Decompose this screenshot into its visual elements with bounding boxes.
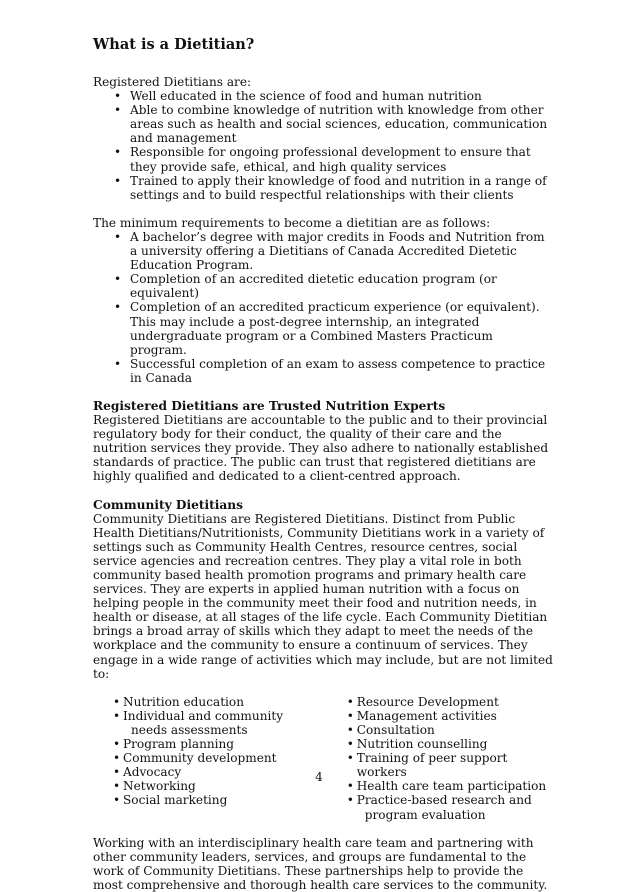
- activity-item: • Program planning: [113, 737, 347, 751]
- intro-lead: Registered Dietitians are:: [93, 75, 252, 89]
- activity-item: • Nutrition education: [113, 695, 347, 709]
- document-page: [93, 36, 553, 892]
- activities-right-column: [347, 695, 553, 822]
- activity-item: • Community development: [113, 751, 347, 765]
- activities-left-column: [93, 695, 347, 822]
- list-item: • Trained to apply their knowledge of food and nutrition in a range of settings and to build respectful relationships with their clients: [93, 174, 553, 202]
- trusted-body: Registered Dietitians are accountable to the public and to their provincial regulatory body for their conduct, the quality of their care and the nutrition services they provide. They also adhere to nationally established standards of practice. The public can trust that registered dietitians are highly qualified and dedicated to a client-centred approach.: [93, 413, 549, 484]
- activity-item: • Social marketing: [113, 793, 347, 807]
- activity-item: • Nutrition counselling: [347, 737, 553, 751]
- list-item: • Completion of an accredited dietetic education program (or equivalent): [93, 272, 553, 300]
- page-number: 4: [315, 770, 323, 784]
- activity-item: • Health care team participation: [347, 779, 553, 793]
- community-heading: Community Dietitians: [93, 497, 244, 512]
- activities-list: [93, 695, 553, 822]
- closing-paragraph: Working with an interdisciplinary health care team and partnering with other community leaders, services, and groups are fundamental to the work of Community Dietitians. These partnerships help to provide the most comprehensive and thorough health care services to the community.: [93, 835, 548, 892]
- list-item: • Able to combine knowledge of nutrition with knowledge from other areas such as health and social sciences, education, communication and management: [93, 103, 553, 145]
- requirements-lead: The minimum requirements to become a dietitian are as follows:: [93, 215, 491, 230]
- list-item: • A bachelor’s degree with major credits in Foods and Nutrition from a university offering a Dietitians of Canada Accredited Dietetic Education Program.: [93, 230, 553, 272]
- activity-item: • Advocacy: [113, 765, 347, 779]
- community-body: Community Dietitians are Registered Dietitians. Distinct from Public Health Dietitians/Nutritionists, Community Dietitians work in a variety of settings such as Community Health Centres, resource centres, social service agencies and recreation centres. They play a vital role in both community based health promotion programs and primary health care services. They are experts in applied human nutrition with a focus on helping people in the community meet their food and nutrition needs, in health or disease, at all stages of the life cycle. Each Community Dietitian brings a broad array of skills which they adapt to meet the needs of the workplace and the community to ensure a continuum of services. They engage in a wide range of activities which may include, but are not limited to:: [93, 511, 553, 681]
- activity-item: • Training of peer support workers: [347, 751, 553, 779]
- activity-item: • Consultation: [347, 723, 553, 737]
- trusted-heading: Registered Dietitians are Trusted Nutrition Experts: [93, 398, 446, 413]
- list-item: • Successful completion of an exam to assess competence to practice in Canada: [93, 357, 553, 385]
- activity-item: • Individual and community needs assessments: [113, 709, 347, 737]
- activity-item: • Networking: [113, 779, 347, 793]
- list-item: • Completion of an accredited practicum experience (or equivalent). This may include a post-degree internship, an integrated undergraduate program or a Combined Masters Practicum program.: [93, 300, 553, 356]
- activity-item: • Practice-based research and program evaluation: [347, 793, 553, 821]
- activity-item: • Management activities: [347, 709, 553, 723]
- list-item: • Well educated in the science of food and human nutrition: [93, 89, 553, 103]
- activity-item: • Resource Development: [347, 695, 553, 709]
- requirements-list: [93, 230, 553, 385]
- intro-list: [93, 89, 553, 202]
- page-title: What is a Dietitian?: [93, 36, 255, 53]
- list-item: • Responsible for ongoing professional development to ensure that they provide safe, ethical, and high quality services: [93, 145, 553, 173]
